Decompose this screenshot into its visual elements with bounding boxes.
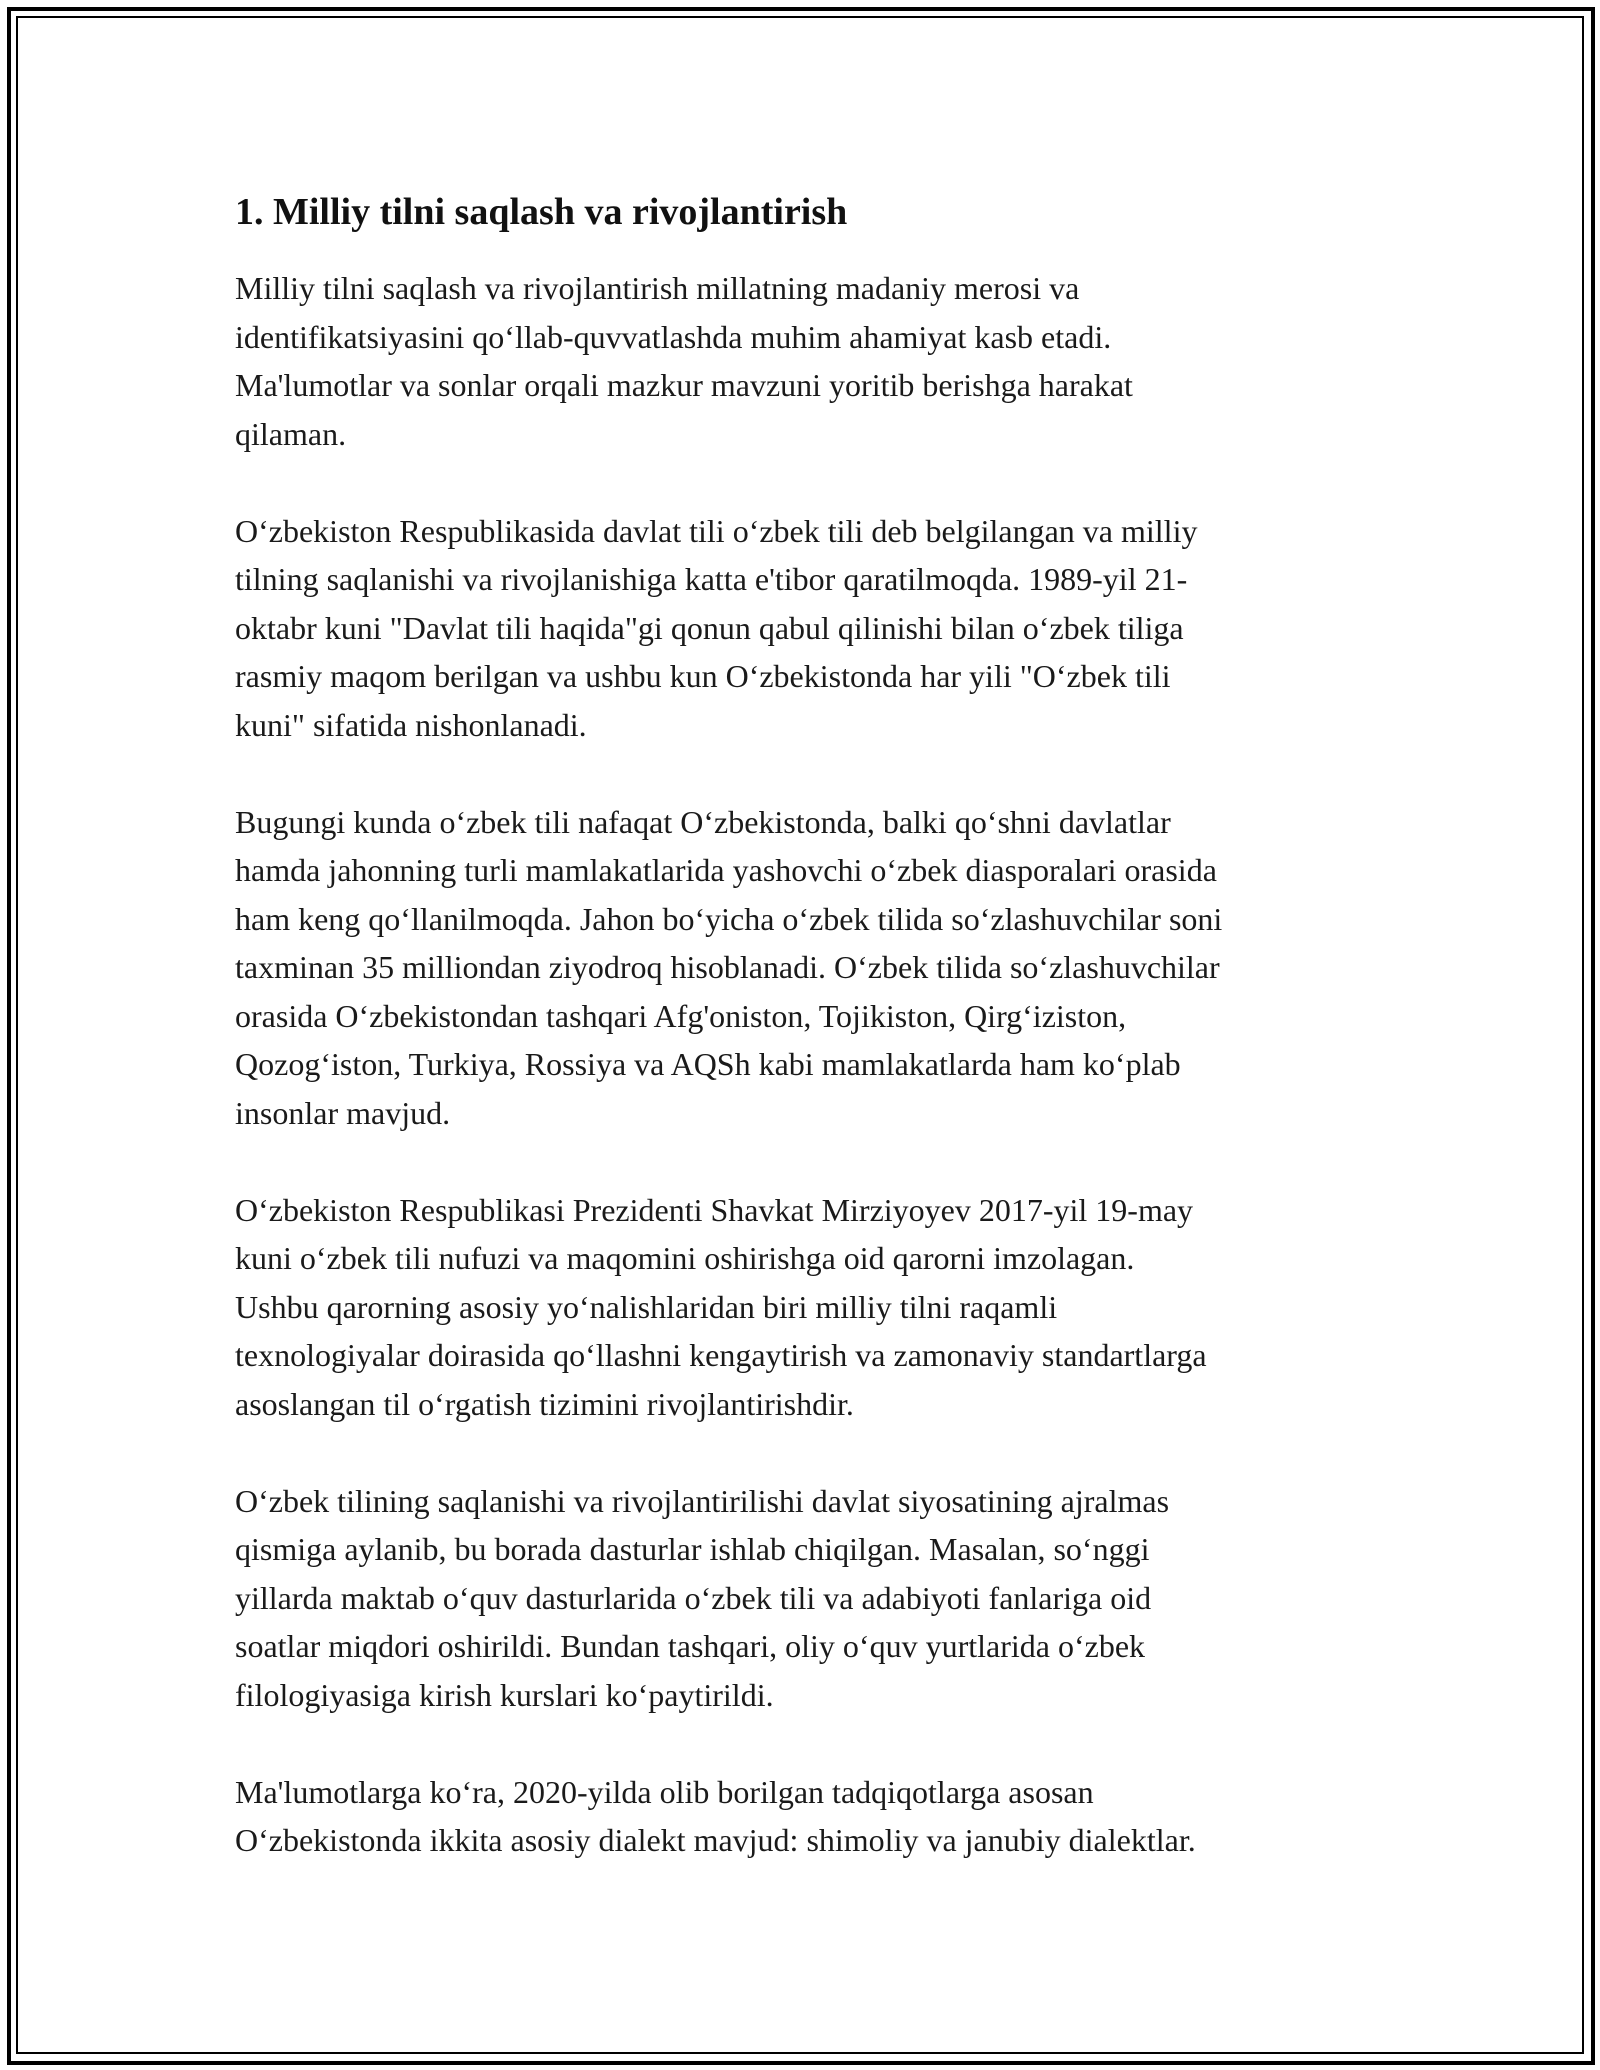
paragraph-state-language [235, 507, 1395, 750]
paragraph-line: insonlar mavjud. [235, 1094, 451, 1131]
paragraph-line: Ma'lumotlar va sonlar orqali mazkur mavzuni yoritib berishga harakat [235, 367, 1133, 403]
paragraph-line: oktabr kuni "Davlat tili haqida"gi qonun qabul qilinishi bilan o‘zbek tiliga [235, 609, 1184, 646]
paragraph-diaspora [235, 798, 1395, 1138]
paragraph-line: yillarda maktab o‘quv dasturlarida o‘zbek tili va adabiyoti fanlariga oid [235, 1579, 1152, 1616]
paragraph-line: kuni o‘zbek tili nufuzi va maqomini oshirishga oid qarorni imzolagan. [235, 1240, 1135, 1276]
paragraph-president-decree [235, 1186, 1395, 1429]
paragraph-line: Bugungi kunda o‘zbek tili nafaqat O‘zbekistonda, balki qo‘shni davlatlar [235, 803, 1171, 840]
paragraph-line: Milliy tilni saqlash va rivojlantirish millatning madaniy merosi va [235, 270, 1080, 306]
paragraph-line: O‘zbek tilining saqlanishi va rivojlantirilishi davlat siyosatining ajralmas [235, 1482, 1170, 1519]
paragraph-line: O‘zbekiston Respublikasi Prezidenti Shavkat Mirziyoyev 2017-yil 19-may [235, 1191, 1194, 1228]
paragraph-line: Qozog‘iston, Turkiya, Rossiya va AQSh kabi mamlakatlarda ham ko‘plab [235, 1046, 1181, 1082]
paragraph-line: orasida O‘zbekistondan tashqari Afg'oniston, Tojikiston, Qirg‘iziston, [235, 997, 1127, 1034]
paragraph-line: asoslangan til o‘rgatish tizimini rivojlantirishdir. [235, 1385, 854, 1422]
paragraph-line: filologiyasiga kirish kurslari ko‘paytirildi. [235, 1676, 774, 1713]
paragraph-line: ham keng qo‘llanilmoqda. Jahon bo‘yicha o‘zbek tilida so‘zlashuvchilar soni [235, 900, 1223, 937]
document-body [235, 188, 1395, 1913]
paragraph-dialects [235, 1768, 1395, 1865]
paragraph-line: O‘zbekistonda ikkita asosiy dialekt mavjud: shimoliy va janubiy dialektlar. [235, 1822, 1196, 1858]
paragraph-line: Ushbu qarorning asosiy yo‘nalishlaridan biri milliy tilni raqamli [235, 1288, 1058, 1325]
paragraph-line: texnologiyalar doirasida qo‘llashni kengaytirish va zamonaviy standartlarga [235, 1337, 1207, 1373]
paragraph-line: qismiga aylanib, bu borada dasturlar ishlab chiqilgan. Masalan, so‘nggi [235, 1531, 1150, 1567]
paragraph-line: taxminan 35 milliondan ziyodroq hisoblanadi. O‘zbek tilida so‘zlashuvchilar [235, 949, 1220, 985]
paragraph-line: kuni" sifatida nishonlanadi. [235, 706, 587, 743]
section-heading: 1. Milliy tilni saqlash va rivojlantirish [235, 191, 848, 233]
paragraph-line: soatlar miqdori oshirildi. Bundan tashqari, oliy o‘quv yurtlarida o‘zbek [235, 1628, 1146, 1664]
paragraph-line: identifikatsiyasini qo‘llab-quvvatlashda muhim ahamiyat kasb etadi. [235, 318, 1112, 355]
paragraph-line: rasmiy maqom berilgan va ushbu kun O‘zbekistonda har yili "O‘zbek tili [235, 658, 1171, 694]
paragraph-line: hamda jahonning turli mamlakatlarida yashovchi o‘zbek diasporalari orasida [235, 852, 1217, 888]
paragraph-state-policy [235, 1477, 1395, 1720]
paragraph-intro [235, 264, 1395, 458]
paragraph-line: tilning saqlanishi va rivojlanishiga katta e'tibor qaratilmoqda. 1989-yil 21- [235, 561, 1188, 597]
paragraph-line: O‘zbekiston Respublikasida davlat tili o‘zbek tili deb belgilangan va milliy [235, 512, 1198, 549]
paragraph-line: Ma'lumotlarga ko‘ra, 2020-yilda olib borilgan tadqiqotlarga asosan [235, 1773, 1094, 1810]
paragraph-line: qilaman. [235, 415, 347, 452]
